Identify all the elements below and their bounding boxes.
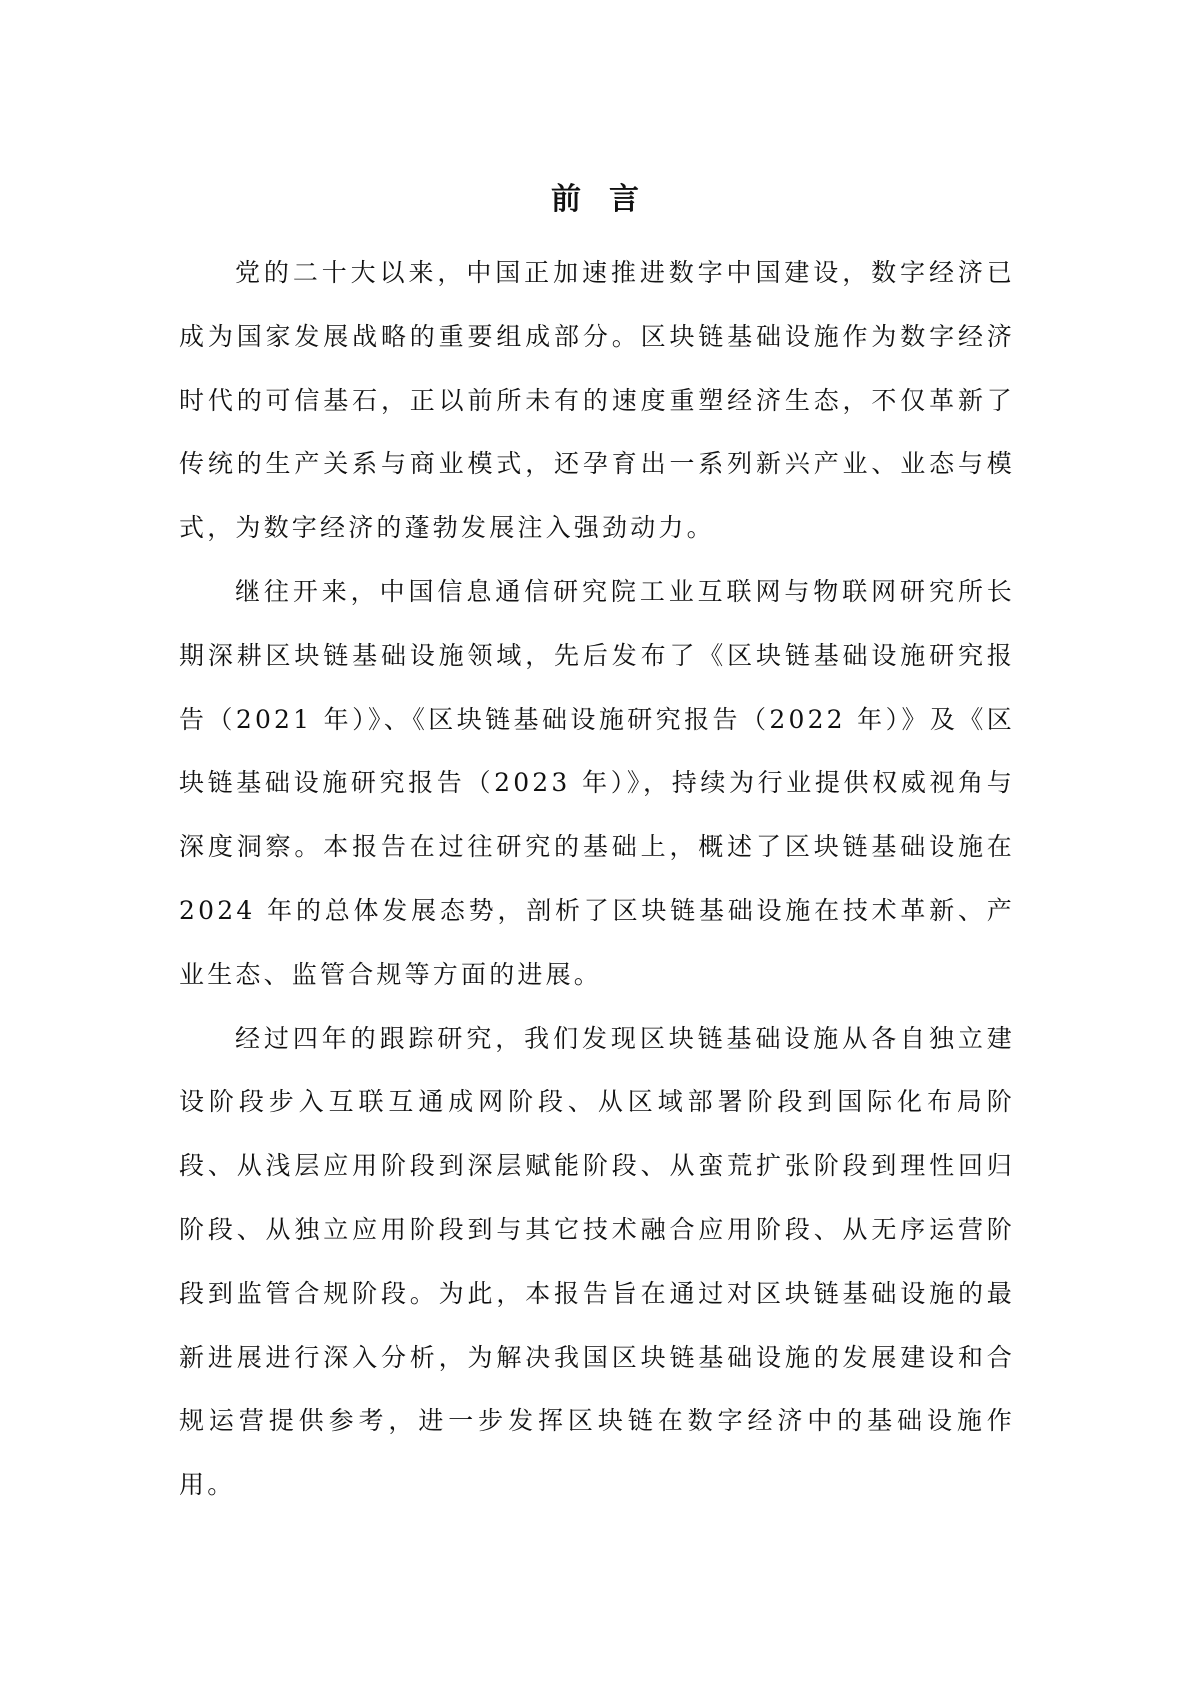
preface-body: [179, 241, 1015, 1517]
paragraph-3: 经过四年的跟踪研究，我们发现区块链基础设施从各自独立建设阶段步入互联互通成网阶段、从区域部署阶段到国际化布局阶段、从浅层应用阶段到深层赋能阶段、从蛮荒扩张阶段到理性回归阶段、从独立应用阶段到与其它技术融合应用阶段、从无序运营阶段到监管合规阶段。为此，本报告旨在通过对区块链基础设施的最新进展进行深入分析，为解决我国区块链基础设施的发展建设和合规运营提供参考，进一步发挥区块链在数字经济中的基础设施作用。: [179, 1023, 1015, 1500]
paragraph-1: 党的二十大以来，中国正加速推进数字中国建设，数字经济已成为国家发展战略的重要组成部分。区块链基础设施作为数字经济时代的可信基石，正以前所未有的速度重塑经济生态，不仅革新了传统的生产关系与商业模式，还孕育出一系列新兴产业、业态与模式，为数字经济的蓬勃发展注入强劲动力。: [179, 258, 1015, 543]
page-title: 前言: [551, 182, 667, 217]
paragraph-2: 继往开来，中国信息通信研究院工业互联网与物联网研究所长期深耕区块链基础设施领域，先后发布了《区块链基础设施研究报告（2021 年）》、《区块链基础设施研究报告（2022 年）》及《区块链基础设施研究报告（2023 年）》，持续为行业提供权威视角与深度洞察。本报告在过往研究的基础上，概述了区块链基础设施在2024 年的总体发展态势，剖析了区块链基础设施在技术革新、产业生态、监管合规等方面的进展。: [179, 576, 1015, 989]
